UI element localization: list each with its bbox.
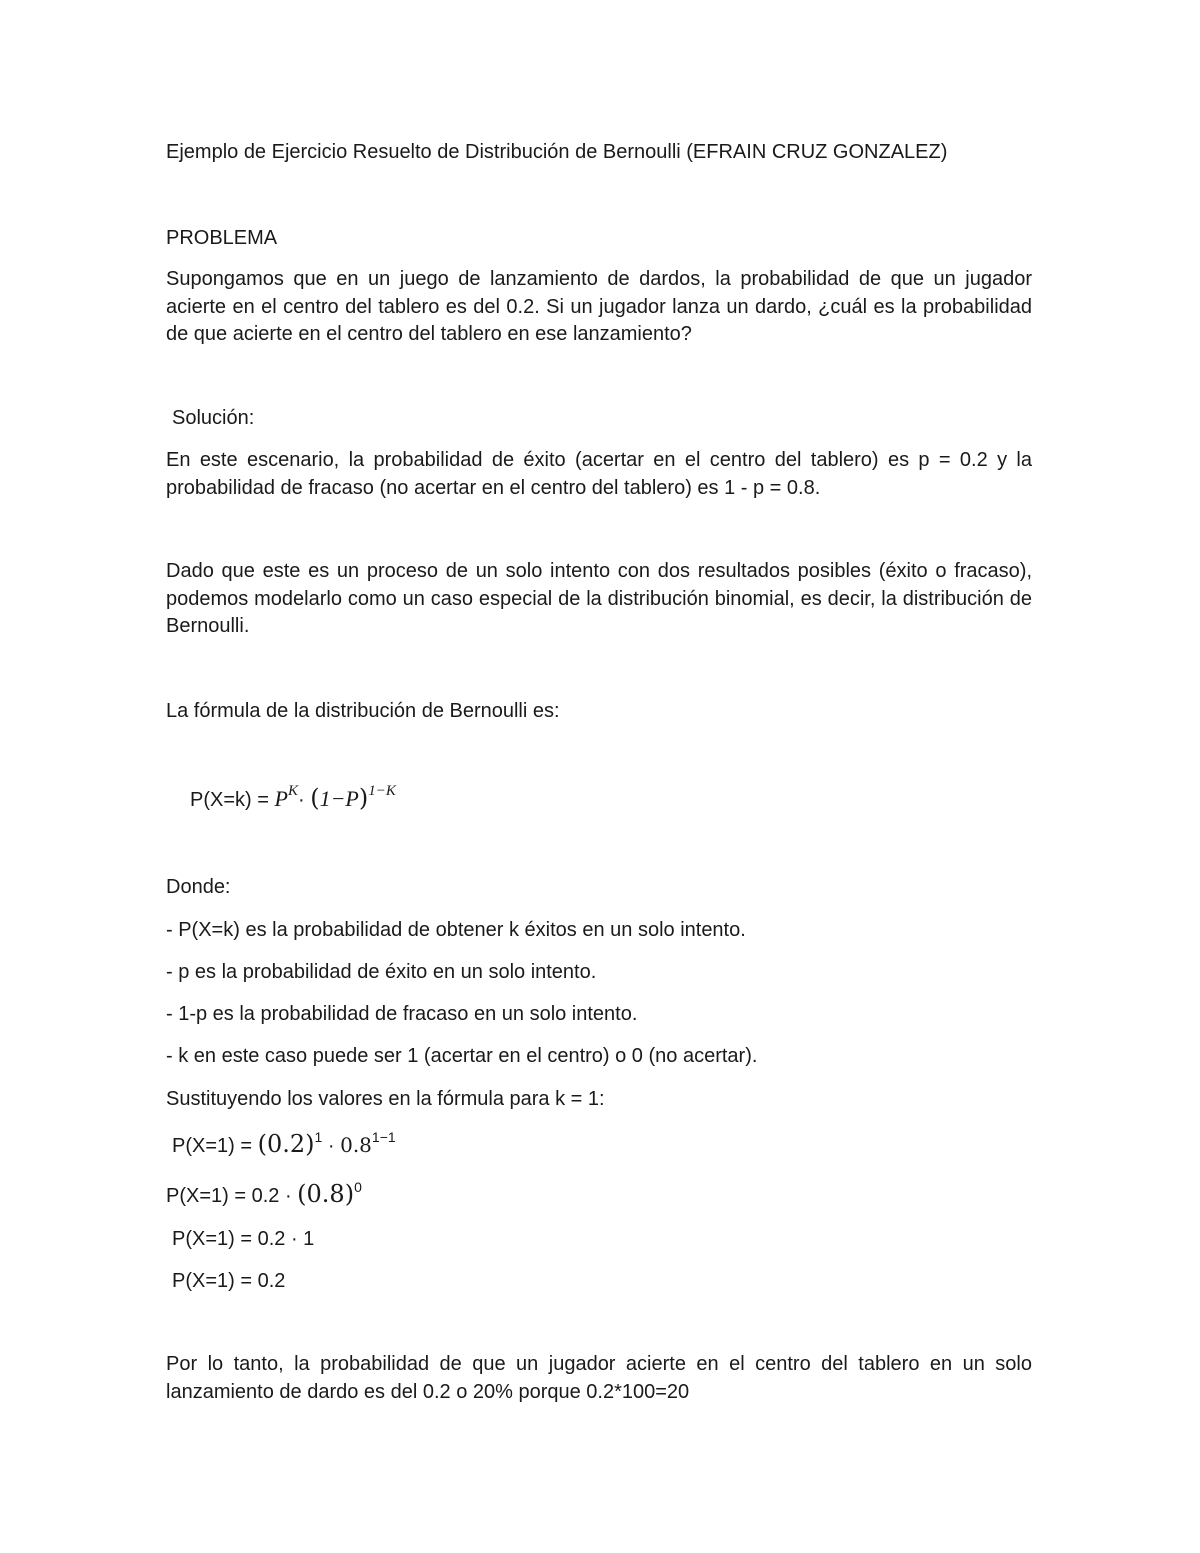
formula-base: P — [274, 786, 288, 811]
step-2-paren: (0.8) — [297, 1180, 355, 1208]
step-1-paren: (0.2) — [257, 1130, 315, 1158]
step-1-base: 0.8 — [340, 1133, 372, 1157]
formula-paren-body: 1−P — [319, 786, 359, 811]
formula-open-paren: ( — [310, 784, 320, 812]
process-text: Dado que este es un proceso de un solo intento con dos resultados posibles (éxito o fracaso), podemos modelarlo como un caso especial de la distribución binomial, es decir, la distribución de Bernoulli. — [166, 560, 1032, 637]
definition-item: - p es la probabilidad de éxito en un solo intento. — [166, 961, 597, 983]
definition-item: - 1-p es la probabilidad de fracaso en un solo intento. — [166, 1003, 638, 1025]
step-3: P(X=1) = 0.2 · 1 — [172, 1228, 315, 1250]
bernoulli-formula — [190, 784, 396, 816]
document-title: Ejemplo de Ejercicio Resuelto de Distribución de Bernoulli (EFRAIN CRUZ GONZALEZ) — [166, 141, 948, 163]
step-4: P(X=1) = 0.2 — [172, 1270, 286, 1292]
formula-dot: · — [297, 789, 305, 811]
definition-item: - P(X=k) es la probabilidad de obtener k éxitos en un solo intento. — [166, 919, 746, 941]
problem-text: Supongamos que en un juego de lanzamiento de dardos, la probabilidad de que un jugador acierte en el centro del tablero es del 0.2. Si un jugador lanza un dardo, ¿cuál es la probabilidad de que acierte en el centro del tablero en ese lanzamiento? — [166, 268, 1032, 345]
solution-text: En este escenario, la probabilidad de éxito (acertar en el centro del tablero) es p = 0.2 y la probabilidad de fracaso (no acertar en el centro del tablero) es 1 - p = 0.8. — [166, 449, 1032, 499]
step-1-exp2: 1−1 — [371, 1129, 396, 1145]
formula-exponent-k: K — [287, 783, 298, 799]
formula-intro: La fórmula de la distribución de Bernoulli es: — [166, 700, 560, 722]
problem-heading: PROBLEMA — [166, 227, 278, 249]
where-heading: Donde: — [166, 876, 231, 898]
solution-heading: Solución: — [172, 407, 255, 429]
step-2-exp: 0 — [354, 1179, 362, 1195]
conclusion-text: Por lo tanto, la probabilidad de que un jugador acierte en el centro del tablero en un solo lanzamiento de dardo es del 0.2 o 20% porque 0.2*100=20 — [166, 1353, 1032, 1403]
substitution-intro: Sustituyendo los valores en la fórmula para k = 1: — [166, 1088, 605, 1110]
step-1 — [172, 1130, 396, 1161]
definition-item: - k en este caso puede ser 1 (acertar en el centro) o 0 (no acertar). — [166, 1045, 758, 1067]
step-2 — [166, 1180, 362, 1211]
formula-exponent-1mk: 1−K — [368, 783, 396, 799]
formula-close-paren: ) — [358, 784, 369, 812]
step-1-exp1: 1 — [314, 1129, 323, 1145]
formula-lhs: P(X=k) = — [190, 789, 275, 811]
step-2-lhs: P(X=1) = 0.2 · — [166, 1185, 298, 1207]
step-1-dot: · — [322, 1135, 341, 1157]
step-1-lhs: P(X=1) = — [172, 1135, 258, 1157]
